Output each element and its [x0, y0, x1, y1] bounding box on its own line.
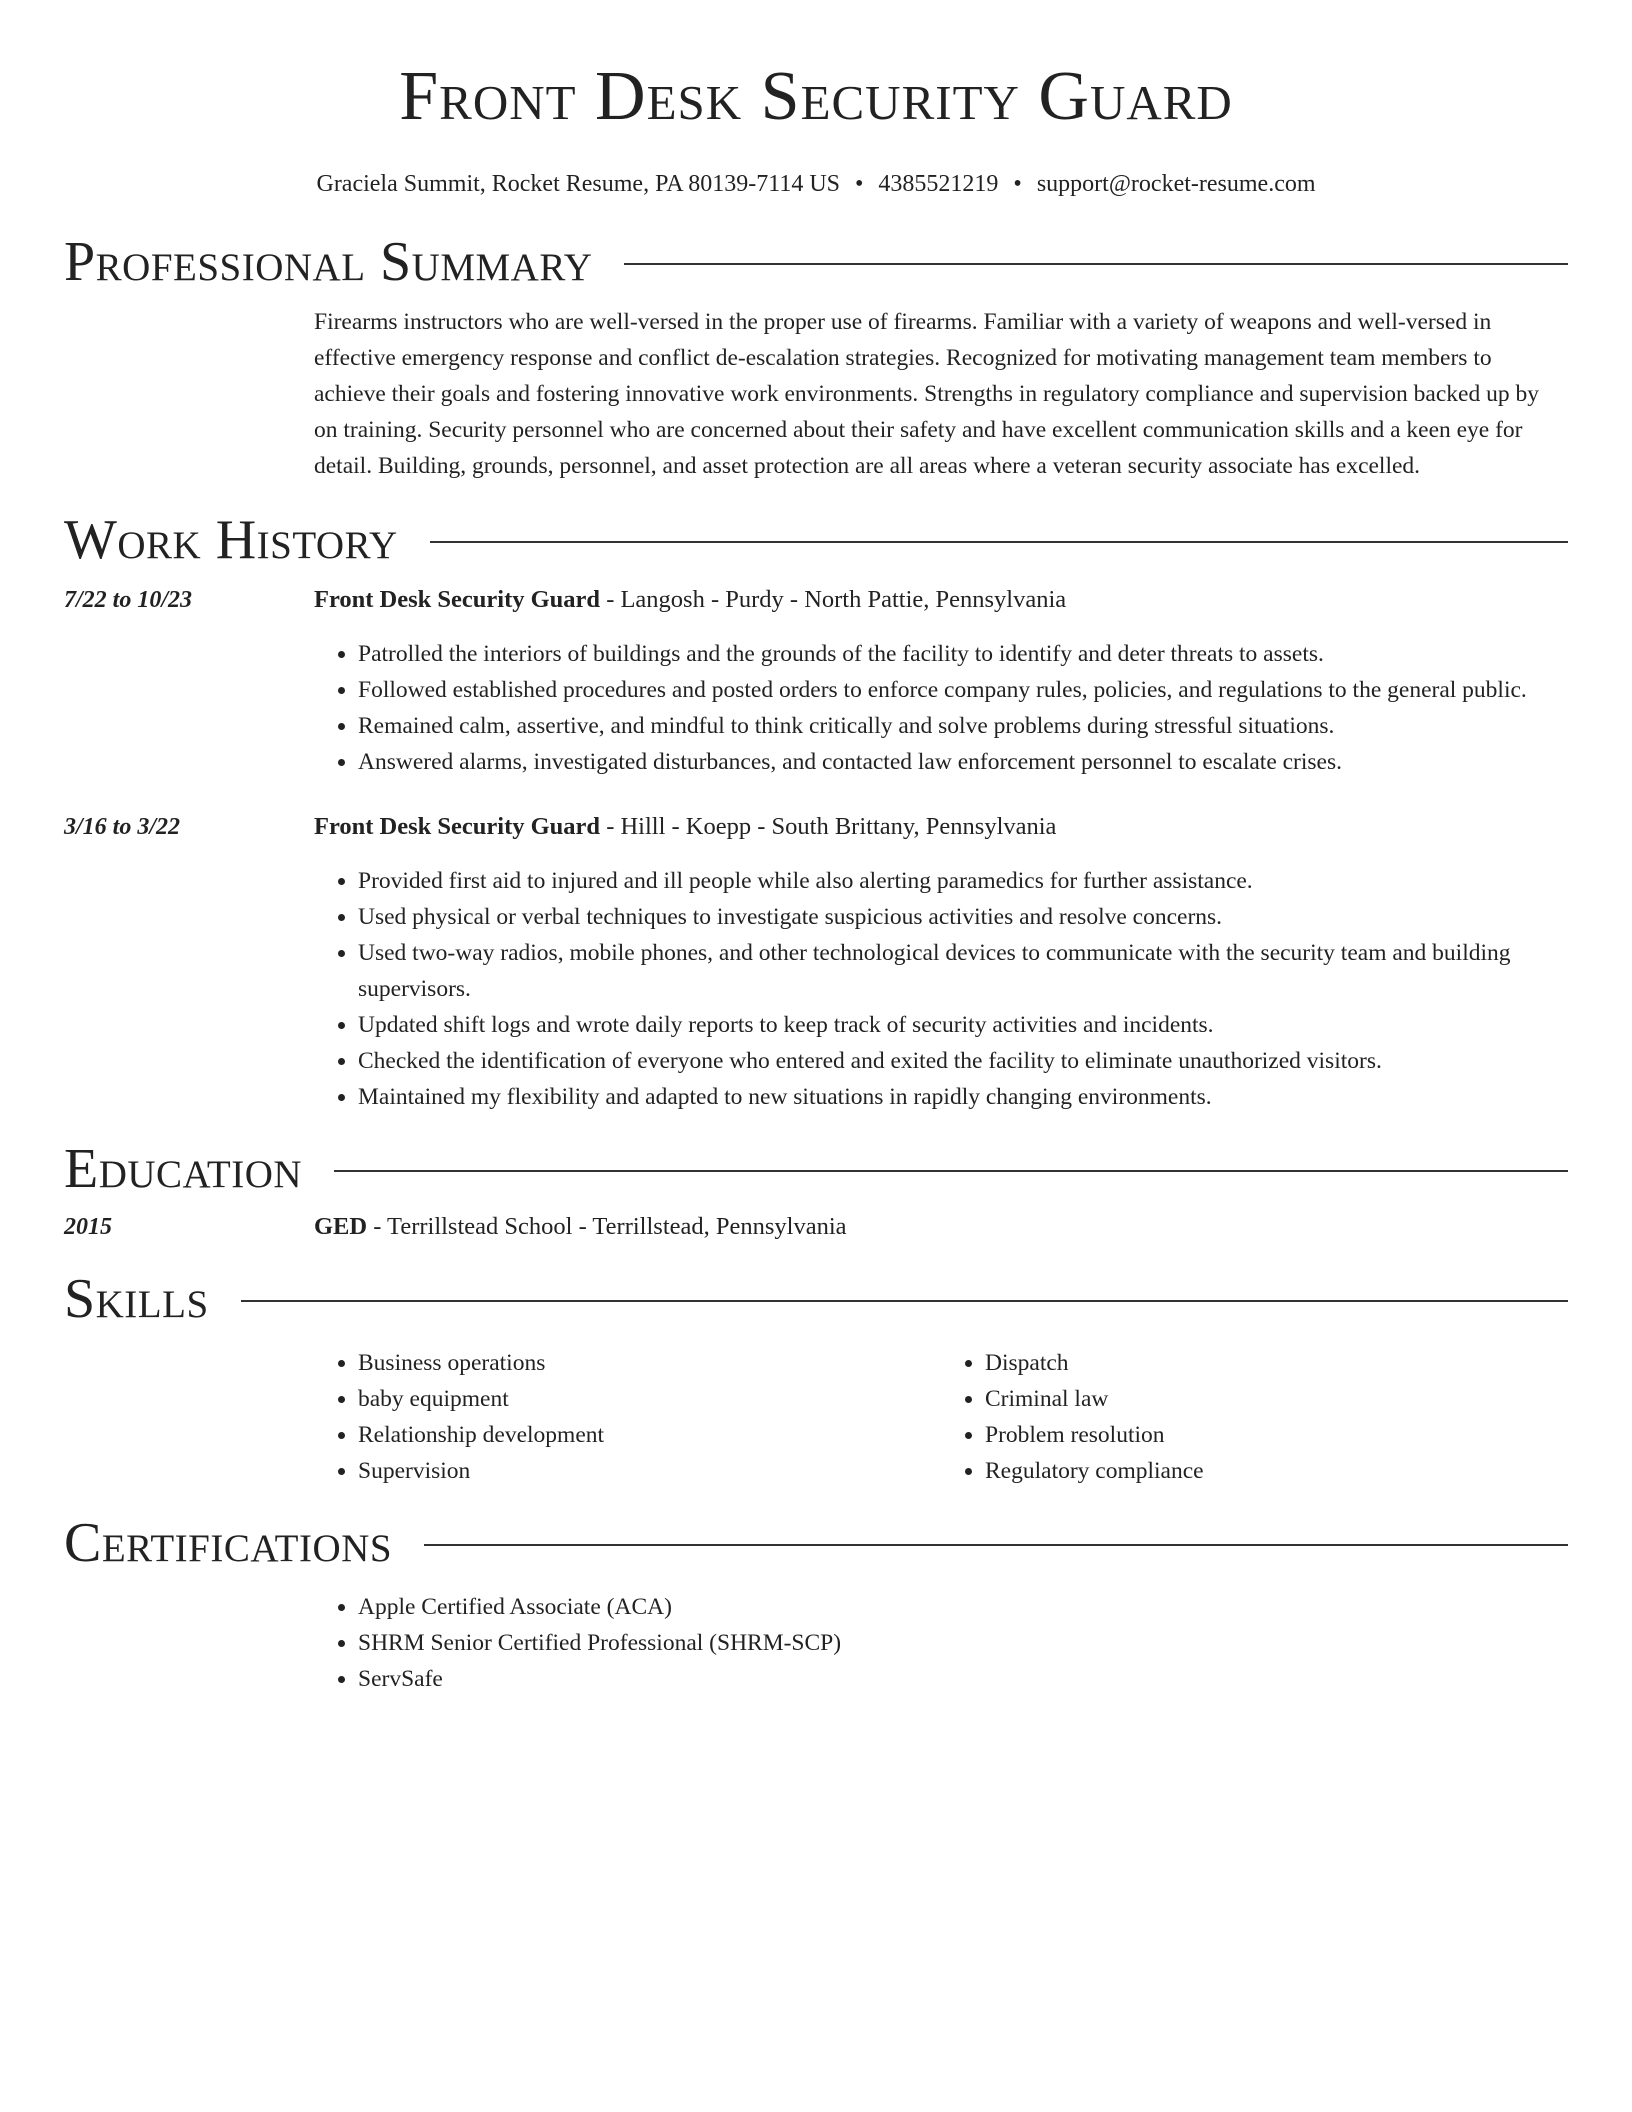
work-history-heading: Work History	[64, 509, 398, 571]
education-line	[314, 1209, 847, 1245]
section-divider	[424, 1544, 1568, 1546]
list-item: • Used physical or verbal techniques to investigate suspicious activities and resolve concerns.	[358, 899, 1568, 935]
certifications-header	[64, 1512, 1568, 1574]
list-item: • baby equipment	[358, 1381, 941, 1417]
skills-column-right	[941, 1345, 1568, 1489]
list-item: • Dispatch	[985, 1345, 1568, 1381]
work-history-header	[64, 509, 1568, 571]
contact-line	[0, 172, 1632, 196]
certifications-section	[64, 1512, 1568, 1697]
skills-list	[314, 1345, 1568, 1489]
list-item: • Supervision	[358, 1453, 941, 1489]
list-item: • Business operations	[358, 1345, 941, 1381]
list-item: • Maintained my flexibility and adapted to new situations in rapidly changing environments.	[358, 1079, 1568, 1115]
list-item: • Provided first aid to injured and ill people while also alerting paramedics for further assistance.	[358, 863, 1568, 899]
contact-separator: •	[855, 171, 864, 197]
skills-header	[64, 1268, 1568, 1330]
job-title-line	[314, 809, 1056, 845]
list-item: • SHRM Senior Certified Professional (SHRM-SCP)	[358, 1625, 1568, 1661]
list-item: • Used two-way radios, mobile phones, and other technological devices to communicate with the security team and building supervisors.	[358, 935, 1568, 1007]
list-item: • Patrolled the interiors of buildings and the grounds of the facility to identify and deter threats to assets.	[358, 636, 1568, 672]
education-details: - Terrillstead School - Terrillstead, Pennsylvania	[367, 1213, 847, 1240]
contact-separator: •	[1013, 171, 1022, 197]
education-entry	[64, 1209, 1568, 1245]
list-item: • Criminal law	[985, 1381, 1568, 1417]
list-item: • ServSafe	[358, 1661, 1568, 1697]
list-item: • Relationship development	[358, 1417, 941, 1453]
education-heading: Education	[64, 1138, 303, 1200]
job-entry	[64, 809, 1568, 1115]
job-details: - Langosh - Purdy - North Pattie, Pennsylvania	[600, 586, 1067, 613]
contact-email: support@rocket-resume.com	[1036, 171, 1316, 197]
section-divider	[430, 541, 1568, 543]
list-item: • Problem resolution	[985, 1417, 1568, 1453]
summary-section	[64, 231, 1568, 484]
job-dates: 7/22 to 10/23	[64, 587, 193, 613]
job-details: - Hilll - Koepp - South Brittany, Pennsylvania	[600, 813, 1057, 840]
education-header	[64, 1138, 1568, 1200]
list-item: • Remained calm, assertive, and mindful to think critically and solve problems during stressful situations.	[358, 708, 1568, 744]
skills-section	[64, 1268, 1568, 1489]
job-title: Front Desk Security Guard	[314, 586, 601, 613]
list-item: • Answered alarms, investigated disturbances, and contacted law enforcement personnel to escalate crises.	[358, 744, 1568, 780]
job-header	[64, 809, 1568, 845]
job-header	[64, 582, 1568, 618]
job-bullets	[314, 863, 1568, 1115]
job-title: Front Desk Security Guard	[314, 813, 601, 840]
job-dates: 3/16 to 3/22	[64, 814, 181, 840]
list-item: • Followed established procedures and posted orders to enforce company rules, policies, and regulations to the general public.	[358, 672, 1568, 708]
summary-header	[64, 231, 1568, 293]
job-entry	[64, 582, 1568, 780]
education-section	[64, 1138, 1568, 1245]
summary-heading: Professional Summary	[64, 231, 593, 293]
contact-phone: 4385521219	[878, 171, 999, 197]
resume-title: Front Desk Security Guard	[399, 58, 1233, 135]
section-divider	[334, 1170, 1568, 1172]
education-degree: GED	[314, 1213, 368, 1240]
certifications-heading: Certifications	[64, 1512, 393, 1574]
list-item: • Regulatory compliance	[985, 1453, 1568, 1489]
certifications-list	[314, 1589, 1568, 1697]
job-bullets	[314, 636, 1568, 780]
skills-column-left	[314, 1345, 941, 1489]
work-history-section	[64, 509, 1568, 1115]
list-item: • Checked the identification of everyone who entered and exited the facility to eliminate unauthorized visitors.	[358, 1043, 1568, 1079]
section-divider	[624, 263, 1568, 265]
skills-heading: Skills	[64, 1268, 209, 1330]
list-item: • Apple Certified Associate (ACA)	[358, 1589, 1568, 1625]
summary-text: Firearms instructors who are well-versed in the proper use of firearms. Familiar with a variety of weapons and well-versed in effective emergency response and conflict de-escalation strategies. Recognized for motivating management team members to achieve their goals and fostering innovative work environments. Strengths in regulatory compliance and supervision backed up by on training. Security personnel who are concerned about their safety and have excellent communication skills and a keen eye for detail. Building, grounds, personnel, and asset protection are all areas where a veteran security associate has excelled.	[314, 309, 1539, 479]
education-year: 2015	[64, 1214, 112, 1240]
contact-address: Graciela Summit, Rocket Resume, PA 80139-7114 US	[316, 171, 841, 197]
list-item: • Updated shift logs and wrote daily reports to keep track of security activities and incidents.	[358, 1007, 1568, 1043]
section-divider	[241, 1300, 1568, 1302]
job-title-line	[314, 582, 1066, 618]
